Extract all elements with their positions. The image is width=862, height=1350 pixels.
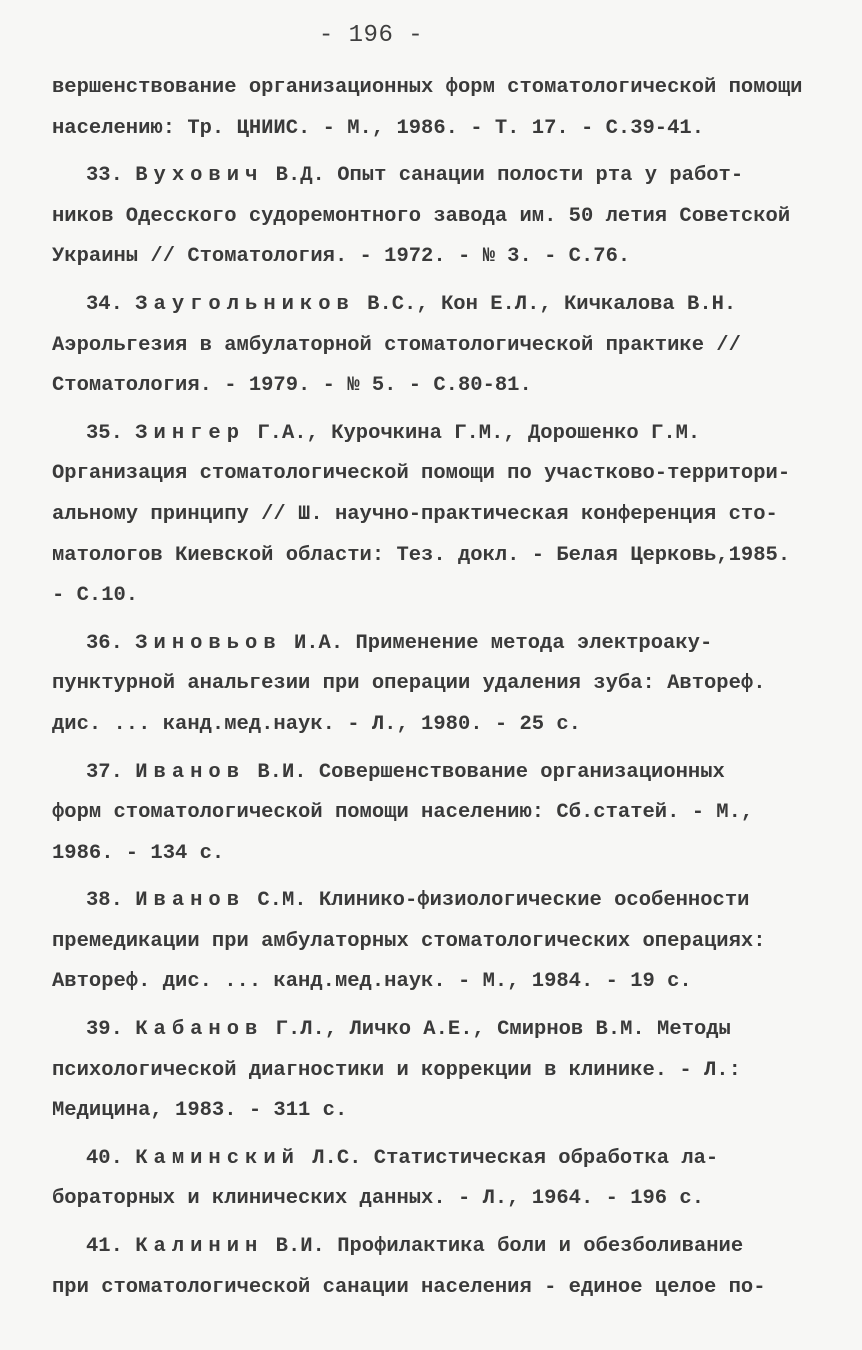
text-line: премедикации при амбулаторных стоматологических операциях: — [52, 929, 766, 953]
entry-initials: В.С., — [367, 292, 429, 316]
entry-author: Иванов — [135, 889, 246, 913]
text-line: дис. ... канд.мед.наук. - Л., 1980. - 25 с. — [52, 712, 581, 736]
entry-author: Зингер — [135, 421, 246, 445]
entry-number: 41. — [86, 1235, 123, 1259]
entry-text: Статистическая обработка ла- — [373, 1146, 719, 1170]
bibliography-entry-40 — [52, 1139, 810, 1220]
entry-author: Каминский — [135, 1146, 300, 1170]
text-line: Украины // Стоматология. - 1972. - № 3. - С.76. — [52, 245, 631, 269]
bibliography-entry-38 — [52, 881, 810, 1003]
text-line: психологической диагностики и коррекции в клинике. - Л.: — [52, 1058, 741, 1082]
entry-text: Личко А.Е., Смирнов В.М. Методы — [349, 1018, 731, 1042]
entry-text: Опыт санации полости рта у работ- — [337, 164, 744, 188]
bibliography-entry-39 — [52, 1010, 810, 1132]
bibliography-entry-35 — [52, 414, 810, 617]
bibliography-entry-37 — [52, 753, 810, 875]
text-line: Автореф. дис. ... канд.мед.наук. - М., 1984. - 19 с. — [52, 970, 692, 994]
page-number: - 196 - — [318, 22, 424, 49]
continuation-text — [52, 68, 810, 149]
entry-initials: Л.С. — [312, 1146, 362, 1170]
text-line: Организация стоматологической помощи по участково-территори- — [52, 462, 791, 486]
entry-text: Клинико-физиологические особенности — [318, 889, 750, 913]
entry-initials: Г.Л., — [275, 1018, 338, 1042]
entry-number: 34. — [86, 292, 123, 316]
bibliography-list — [52, 68, 810, 1308]
entry-author: Калинин — [135, 1235, 264, 1259]
bibliography-entry-33 — [52, 156, 810, 278]
entry-author: Иванов — [135, 760, 246, 784]
entry-text: Совершенствование организационных — [318, 760, 725, 784]
entry-number: 37. — [86, 760, 123, 784]
text-line: 1986. - 134 с. — [52, 841, 225, 865]
entry-number: 39. — [86, 1018, 123, 1042]
text-line: населению: Тр. ЦНИИС. - М., 1986. - Т. 17. - С.39-41. — [52, 116, 705, 140]
text-line: бораторных и клинических данных. - Л., 1964. - 196 с. — [52, 1187, 705, 1211]
entry-initials: Г.А., — [257, 421, 319, 445]
entry-text: Кон Е.Л., Кичкалова В.Н. — [440, 292, 737, 316]
entry-initials: В.Д. — [275, 164, 325, 188]
text-line: альному принципу // Ш. научно-практическая конференция сто- — [52, 502, 778, 526]
bibliography-entry-34 — [52, 285, 810, 407]
bibliography-entry-36 — [52, 624, 810, 746]
entry-number: 36. — [86, 631, 123, 655]
entry-initials: И.А. — [293, 631, 344, 655]
text-line: вершенствование организационных форм стоматологической помощи — [52, 76, 803, 99]
entry-text: Курочкина Г.М., Дорошенко Г.М. — [331, 421, 701, 445]
entry-number: 38. — [86, 889, 123, 913]
entry-initials: В.И. — [257, 760, 307, 784]
entry-author: Зиновьов — [135, 631, 282, 655]
entry-number: 35. — [86, 421, 123, 445]
text-line: Аэрольгезия в амбулаторной стоматологической практике // — [52, 333, 741, 357]
entry-number: 33. — [86, 164, 123, 188]
entry-initials: С.М. — [257, 889, 307, 913]
text-line: Медицина, 1983. - 311 с. — [52, 1099, 348, 1123]
entry-text: Применение метода электроаку- — [355, 631, 713, 655]
entry-initials: В.И. — [275, 1235, 325, 1259]
entry-text: Профилактика боли и обезболивание — [337, 1235, 744, 1259]
text-line: при стоматологической санации населения - единое целое по- — [52, 1275, 766, 1299]
text-line: форм стоматологической помощи населению: Сб.статей. - М., — [52, 801, 754, 825]
entry-number: 40. — [86, 1146, 123, 1170]
text-line: пунктурной анальгезии при операции удаления зуба: Автореф. — [52, 672, 766, 696]
entry-author: Вухович — [135, 164, 264, 188]
text-line: матологов Киевской области: Тез. докл. - Белая Церковь,1985. — [52, 543, 791, 567]
text-line: Стоматология. - 1979. - № 5. - С.80-81. — [52, 374, 532, 398]
text-line: ников Одесского судоремонтного завода им. 50 летия Советской — [52, 204, 791, 228]
entry-author: Кабанов — [135, 1018, 264, 1042]
bibliography-entry-41 — [52, 1227, 810, 1308]
text-line: - С.10. — [52, 584, 139, 608]
entry-author: Заугольников — [135, 292, 355, 316]
